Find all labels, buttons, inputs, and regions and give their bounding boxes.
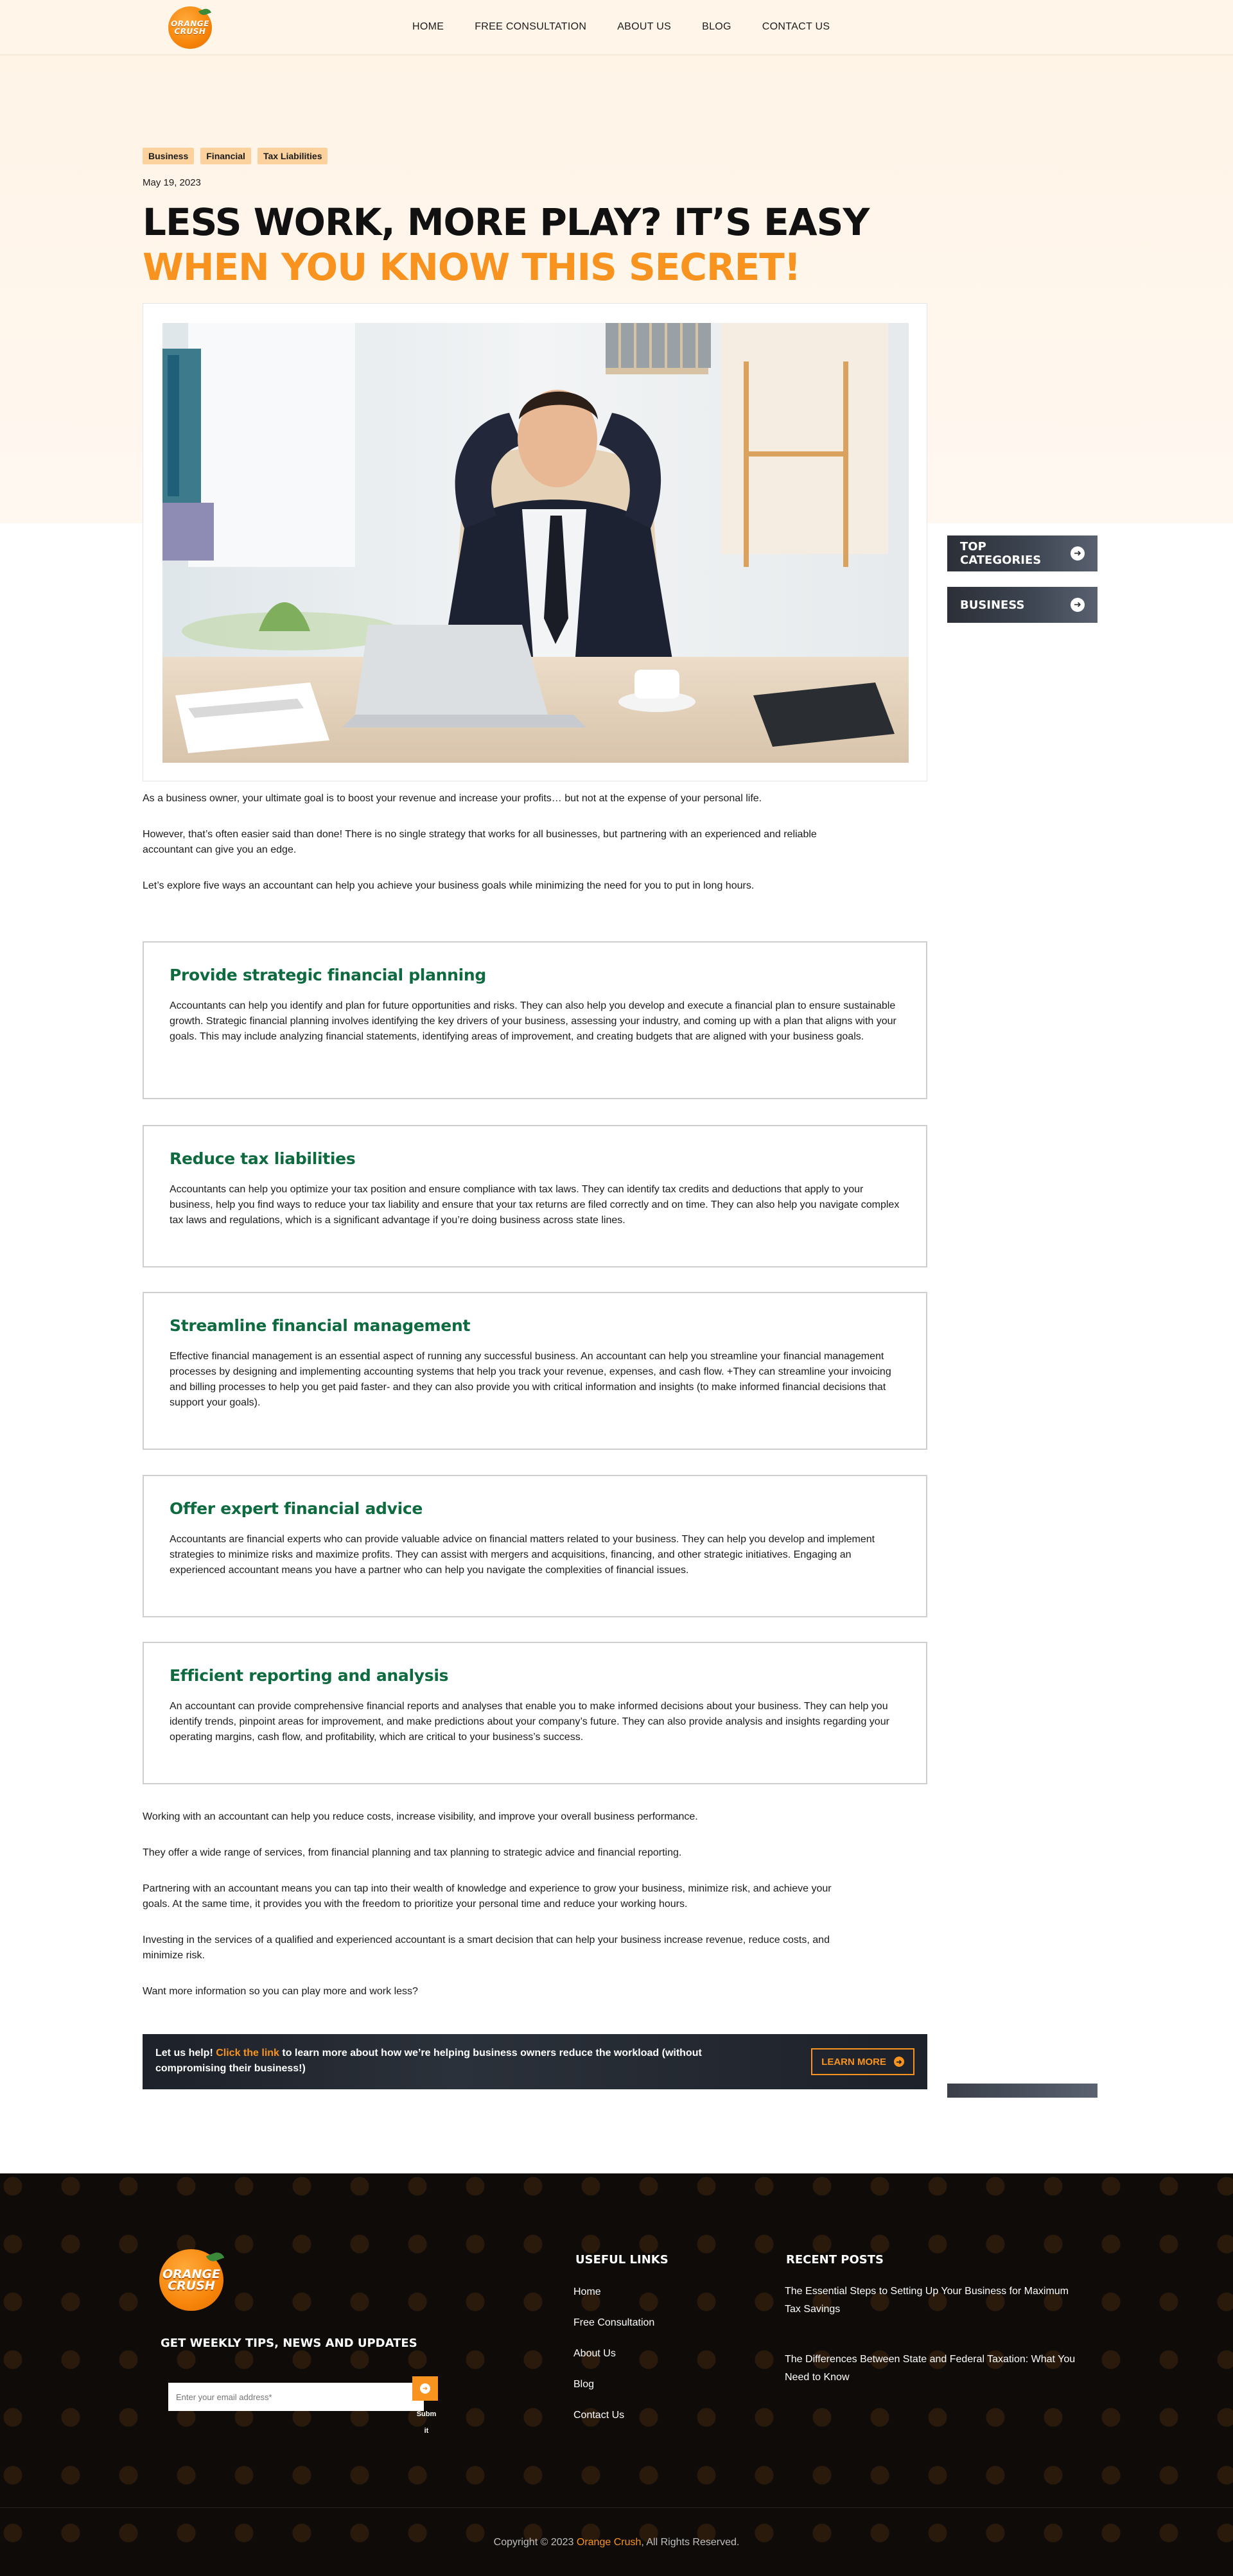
arrow-right-icon: ➜ — [1071, 598, 1085, 612]
cta-lead: Let us help! — [155, 2048, 216, 2058]
tip-card-title: Streamline financial management — [170, 1316, 471, 1335]
logo-text-top: ORANGE — [171, 19, 209, 28]
post-date: May 19, 2023 — [143, 177, 201, 188]
outro-paragraph: Investing in the services of a qualified and experienced accountant is a smart decision that can help your business increase revenue, reduce costs, and minimize risk. — [143, 1935, 830, 1961]
sidebar-top-categories-label: TOP CATEGORIES — [960, 540, 1042, 567]
tip-card-financial-management — [143, 1292, 927, 1450]
recent-posts-title: RECENT POSTS — [786, 2253, 884, 2267]
tip-card-title: Offer expert financial advice — [170, 1499, 423, 1518]
sidebar-top-categories[interactable] — [947, 535, 1097, 571]
nav-about-us[interactable]: ABOUT US — [617, 21, 672, 32]
newsletter-email-input[interactable] — [168, 2383, 424, 2411]
site-header — [0, 0, 1233, 55]
learn-more-button[interactable] — [811, 2048, 914, 2075]
cta-banner — [143, 2034, 927, 2089]
intro-paragraph: However, that’s often easier said than done! There is no single strategy that works for all businesses, but partnering with an experienced and reliable accountant can give you an edge. — [143, 829, 817, 855]
footer-logo-text-bottom: CRUSH — [168, 2279, 215, 2293]
leaf-icon — [198, 7, 211, 17]
tag-business[interactable]: Business — [143, 148, 194, 164]
logo-text-bottom: CRUSH — [174, 27, 206, 36]
nav-contact-us[interactable]: CONTACT US — [762, 21, 830, 32]
tip-card-tax-liabilities — [143, 1125, 927, 1267]
outro-paragraph: Partnering with an accountant means you can tap into their wealth of knowledge and experience to grow your business, minimize risk, and achieve your goals. At the same time, it provides you with the freedom to prioritize your personal time and reduce your working hours. — [143, 1883, 832, 1910]
outro-paragraph: Working with an accountant can help you reduce costs, increase visibility, and improve your overall business performance. — [143, 1811, 698, 1822]
tip-card-body: Accountants can help you optimize your tax position and ensure compliance with tax laws. They can identify tax credits and deductions that apply to your business, help you find ways to reduce your tax liability and ensure that your tax returns are filed correctly and on time. They can also help you navigate complex tax laws and regulations, which is a significant advantage if you’re doing business across state lines. — [170, 1184, 900, 1226]
intro-paragraph: Let’s explore five ways an accountant can help you achieve your business goals while minimizing the need for you to put in long hours. — [143, 880, 755, 891]
cta-rest: to learn more about how we’re helping business owners reduce the workload (without compromising their business!) — [155, 2048, 702, 2074]
tag-list — [143, 148, 328, 164]
tip-card-title: Provide strategic financial planning — [170, 966, 487, 984]
page-title-line-2: WHEN YOU KNOW THIS SECRET! — [143, 245, 801, 289]
copyright-brand-link[interactable]: Orange Crush — [576, 2537, 642, 2548]
arrow-right-icon: ➜ — [420, 2383, 430, 2394]
copyright-prefix: Copyright © 2023 — [493, 2537, 577, 2548]
tag-financial[interactable]: Financial — [200, 148, 251, 164]
tip-card-title: Reduce tax liabilities — [170, 1149, 356, 1168]
newsletter-heading: GET WEEKLY TIPS, NEWS AND UPDATES — [161, 2337, 417, 2350]
recent-post-link[interactable]: The Differences Between State and Federal Taxation: What You Need to Know — [785, 2354, 1076, 2383]
footer-logo-text-top: ORANGE — [162, 2267, 220, 2281]
cta-text — [155, 2046, 733, 2076]
tip-card-reporting-analysis — [143, 1642, 927, 1784]
relaxed-businessman-illustration — [162, 323, 909, 763]
sidebar-banner — [947, 2084, 1097, 2098]
sidebar-business[interactable] — [947, 587, 1097, 623]
copyright — [0, 2537, 1233, 2548]
intro-paragraph: As a business owner, your ultimate goal is to boost your revenue and increase your profits… but not at the expense of your personal life. — [143, 793, 762, 804]
nav-home[interactable]: HOME — [412, 21, 444, 32]
outro-paragraph: They offer a wide range of services, from financial planning and tax planning to strategic advice and financial reporting. — [143, 1847, 682, 1858]
useful-links-title: USEFUL LINKS — [575, 2253, 669, 2267]
footer-link-about-us[interactable]: About Us — [573, 2348, 616, 2359]
copyright-suffix: , All Rights Reserved. — [641, 2537, 740, 2548]
page-title-line-1: LESS WORK, MORE PLAY? IT’S EASY — [143, 200, 870, 244]
arrow-right-icon: ➜ — [894, 2057, 904, 2067]
footer-link-free-consultation[interactable]: Free Consultation — [573, 2317, 655, 2328]
site-footer — [0, 2173, 1233, 2576]
leaf-icon — [206, 2250, 225, 2263]
footer-link-blog[interactable]: Blog — [573, 2379, 595, 2390]
tip-card-title: Efficient reporting and analysis — [170, 1666, 449, 1685]
tip-card-body: Effective financial management is an essential aspect of running any successful business. An accountant can help you streamline your financial management processes by designing and implementing accounting systems that help you track your revenue, expenses, and cash flow. +They can streamline your invoicing and billing processes to help you get paid faster- and they can also provide you with critical information and insights (to make informed financial decisions that support your goals). — [170, 1351, 891, 1408]
newsletter-submit-button[interactable] — [412, 2376, 438, 2401]
tip-card-financial-advice — [143, 1475, 927, 1617]
newsletter-submit-label[interactable]: Subm it — [416, 2410, 437, 2435]
nav-blog[interactable]: BLOG — [702, 21, 731, 32]
tip-card-strategic-planning — [143, 941, 927, 1099]
tip-card-body: An accountant can provide comprehensive financial reports and analyses that enable you to make informed decisions about your business. They can help you identify trends, pinpoint areas for improvement, and make predictions about your company’s future. They can also provide analysis and insights regarding your operating margins, cash flow, and profitability, which are critical to your business’s success. — [170, 1701, 889, 1743]
tag-tax-liabilities[interactable]: Tax Liabilities — [258, 148, 328, 164]
footer-divider — [0, 2507, 1233, 2508]
footer-link-contact-us[interactable]: Contact Us — [573, 2410, 625, 2421]
main-nav — [412, 21, 830, 33]
recent-post-link[interactable]: The Essential Steps to Setting Up Your Business for Maximum Tax Savings — [785, 2286, 1069, 2315]
outro-paragraph: Want more information so you can play more and work less? — [143, 1986, 418, 1997]
tip-card-body: Accountants can help you identify and plan for future opportunities and risks. They can also help you develop and execute a financial plan to ensure sustainable growth. Strategic financial planning involves identifying the key drivers of your business, assessing your industry, and coming up with a plan that aligns with your goals. This may include analyzing financial statements, identifying areas of improvement, and creating budgets that are aligned with your business goals. — [170, 1000, 896, 1042]
featured-image-frame — [143, 303, 927, 781]
footer-logo[interactable] — [159, 2249, 223, 2311]
nav-free-consultation[interactable]: FREE CONSULTATION — [475, 21, 587, 32]
site-logo[interactable] — [168, 6, 212, 49]
footer-link-home[interactable]: Home — [573, 2286, 601, 2297]
featured-image — [162, 323, 909, 763]
tip-card-body: Accountants are financial experts who can provide valuable advice on financial matters related to your business. They can help you develop and implement strategies to minimize risks and maximize profits. They can assist with mergers and acquisitions, financing, and other strategic initiatives. Engaging an experienced accountant means you have a partner who can help you navigate the complexities of financial issues. — [170, 1534, 875, 1576]
cta-link[interactable]: Click the link — [216, 2048, 279, 2058]
learn-more-label: LEARN MORE — [821, 2056, 886, 2067]
sidebar-business-label: BUSINESS — [960, 598, 1025, 612]
arrow-right-icon: ➜ — [1071, 546, 1085, 561]
